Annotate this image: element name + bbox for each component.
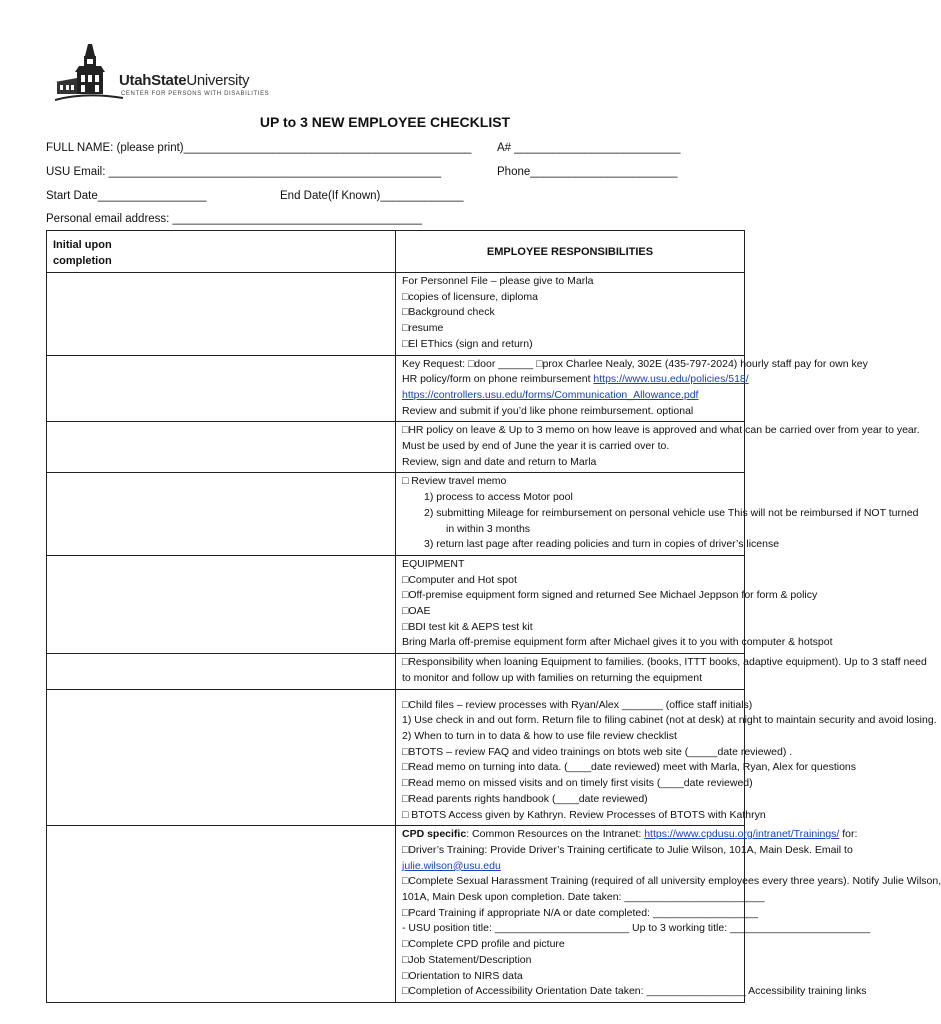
initial-cell[interactable] <box>47 355 396 422</box>
allowance-form-link[interactable]: https://controllers.usu.edu/forms/Communication_Allowance.pdf <box>402 388 699 401</box>
initial-cell[interactable] <box>47 689 396 826</box>
checklist-item[interactable]: □Read memo on missed visits and on timely first visits (____date reviewed) <box>402 777 753 790</box>
checklist-item[interactable]: □Read memo on turning into data. (____date reviewed) meet with Marla, Ryan, Alex for questions <box>402 761 856 774</box>
policy-link[interactable]: https://www.usu.edu/policies/518/ <box>593 373 749 386</box>
a-number-field[interactable]: A# __________________________ <box>497 142 681 154</box>
checklist-item[interactable]: □Driver’s Training: Provide Driver’s Training certificate to Julie Wilson, 101A, Main Desk. Email to <box>402 843 853 856</box>
list-item[interactable]: - USU position title: _______________________ Up to 3 working title: ________________________ <box>402 922 871 935</box>
checklist-item[interactable]: □Background check <box>402 306 495 319</box>
list-item: Bring Marla off-premise equipment form after Michael gives it to you with computer & hotspot <box>402 636 833 649</box>
child-files-cell <box>396 689 937 826</box>
list-item: Must be used by end of June the year it is carried over to. <box>402 440 670 453</box>
page-title: UP to 3 NEW EMPLOYEE CHECKLIST <box>259 114 511 130</box>
table-row <box>47 826 745 1003</box>
personal-email-field[interactable]: Personal email address: _______________________________________ <box>46 213 422 225</box>
usu-logo <box>55 42 285 106</box>
travel-memo-cell <box>396 473 919 556</box>
table-row <box>47 355 745 422</box>
table-row <box>47 654 745 689</box>
end-date-field[interactable]: End Date(If Known)_____________ <box>280 190 464 202</box>
checklist-item[interactable]: □Complete Sexual Harassment Training (required of all university employees every three years). Notify Julie Wilson, <box>402 875 941 888</box>
checklist-item[interactable]: Key Request: □door ______ □prox Charlee Nealy, 302E (435-797-2024) hourly staff pay for own key <box>402 357 868 370</box>
initial-cell[interactable] <box>47 473 396 556</box>
checklist-item[interactable]: □Completion of Accessibility Orientation Date taken: _________________ Accessibility training links <box>402 985 867 998</box>
equipment-loan-cell <box>396 654 927 689</box>
list-item: 3) return last page after reading policies and turn in copies of driver’s license <box>424 538 780 551</box>
checklist-item[interactable]: □Computer and Hot spot <box>402 573 517 586</box>
responsibilities-column-header: EMPLOYEE RESPONSIBILITIES <box>396 231 745 273</box>
checklist-item[interactable]: □BTOTS – review FAQ and video trainings on btots web site (_____date reviewed) . <box>402 745 793 758</box>
list-item: Review, sign and date and return to Marla <box>402 455 597 468</box>
list-item <box>402 859 740 875</box>
phone-field[interactable]: Phone_______________________ <box>497 166 678 178</box>
checklist-item[interactable]: □BDI test kit & AEPS test kit <box>402 620 533 633</box>
leave-policy-cell <box>396 422 920 473</box>
list-item: HR policy/form on phone reimbursement https://www.usu.edu/policies/518/ <box>402 373 749 386</box>
checklist-item[interactable]: □Responsibility when loaning Equipment to families. (books, ITTT books, adaptive equipment). Up to 3 staff need <box>402 656 927 669</box>
checklist-item[interactable]: □Child files – review processes with Ryan/Alex _______ (office staff initials) <box>402 698 753 711</box>
list-item: Review and submit if you’d like phone reimbursement. optional <box>402 404 694 417</box>
table-row <box>47 473 745 556</box>
list-item <box>402 388 740 404</box>
list-item: CPD specific: Common Resources on the Intranet: https://www.cpdusu.org/intranet/Trainings/ for: <box>402 828 858 841</box>
list-item: to monitor and follow up with families on returning the equipment <box>402 671 702 684</box>
university-name: UtahStateUniversity <box>119 72 250 89</box>
personnel-file-cell <box>396 273 745 356</box>
checklist-item[interactable]: □ Review travel memo <box>402 475 507 488</box>
checklist-item[interactable]: □ BTOTS Access given by Kathryn. Review Processes of BTOTS with Kathryn <box>402 808 766 821</box>
checklist-table <box>46 230 941 1003</box>
checklist-item[interactable]: □El EThics (sign and return) <box>402 337 533 350</box>
initial-cell[interactable] <box>47 422 396 473</box>
list-item: in within 3 months <box>446 522 531 535</box>
list-item: 1) Use check in and out form. Return file to filing cabinet (not at desk) at night to maintain security and avoid losing. <box>402 714 937 727</box>
checklist-item[interactable]: □resume <box>402 322 444 335</box>
center-name: CENTER FOR PERSONS WITH DISABILITIES <box>121 91 270 97</box>
checklist-item[interactable]: □Read parents rights handbook (____date reviewed) <box>402 792 648 805</box>
table-row <box>47 689 745 826</box>
checklist-item[interactable]: □copies of licensure, diploma <box>402 290 538 303</box>
checklist-item[interactable]: □Off-premise equipment form signed and returned See Michael Jeppson for form & policy <box>402 589 818 602</box>
list-item: For Personnel File – please give to Marla <box>402 275 594 287</box>
initial-cell[interactable] <box>47 654 396 689</box>
cpd-specific-cell <box>396 826 941 1003</box>
equipment-cell <box>396 555 833 653</box>
table-row <box>47 422 745 473</box>
intranet-trainings-link[interactable]: https://www.cpdusu.org/intranet/Trainings/ <box>644 828 840 841</box>
start-date-field[interactable]: Start Date_________________ <box>46 190 207 202</box>
initial-column-header: Initial upon completion <box>47 231 396 273</box>
table-row <box>47 273 745 356</box>
list-item: 1) process to access Motor pool <box>424 491 573 504</box>
table-row <box>47 555 745 653</box>
checklist-item[interactable]: □OAE <box>402 605 431 618</box>
checklist-item[interactable]: □Orientation to NIRS data <box>402 969 523 982</box>
usu-email-field[interactable]: USU Email: ____________________________________________________ <box>46 166 442 178</box>
list-item: 2) When to turn in to data & how to use file review checklist <box>402 729 677 742</box>
old-main-tower-icon <box>55 42 125 106</box>
checklist-item[interactable]: □Pcard Training if appropriate N/A or date completed: __________________ <box>402 906 759 919</box>
full-name-field[interactable]: FULL NAME: (please print)_____________________________________________ <box>46 142 472 154</box>
section-heading: EQUIPMENT <box>402 557 465 570</box>
initial-cell[interactable] <box>47 273 396 356</box>
checklist-item[interactable]: □Complete CPD profile and picture <box>402 938 565 951</box>
checklist-item[interactable]: □Job Statement/Description <box>402 953 532 966</box>
email-link[interactable]: julie.wilson@usu.edu <box>402 859 501 872</box>
key-request-cell <box>396 355 868 422</box>
initial-cell[interactable] <box>47 826 396 1003</box>
list-item: 101A, Main Desk upon completion. Date taken: ________________________ <box>402 891 765 904</box>
checklist-item[interactable]: □HR policy on leave & Up to 3 memo on how leave is approved and what can be carried over from year to year. <box>402 424 920 437</box>
initial-cell[interactable] <box>47 555 396 653</box>
list-item: 2) submitting Mileage for reimbursement on personal vehicle use This will not be reimbursed if NOT turned <box>424 506 919 519</box>
